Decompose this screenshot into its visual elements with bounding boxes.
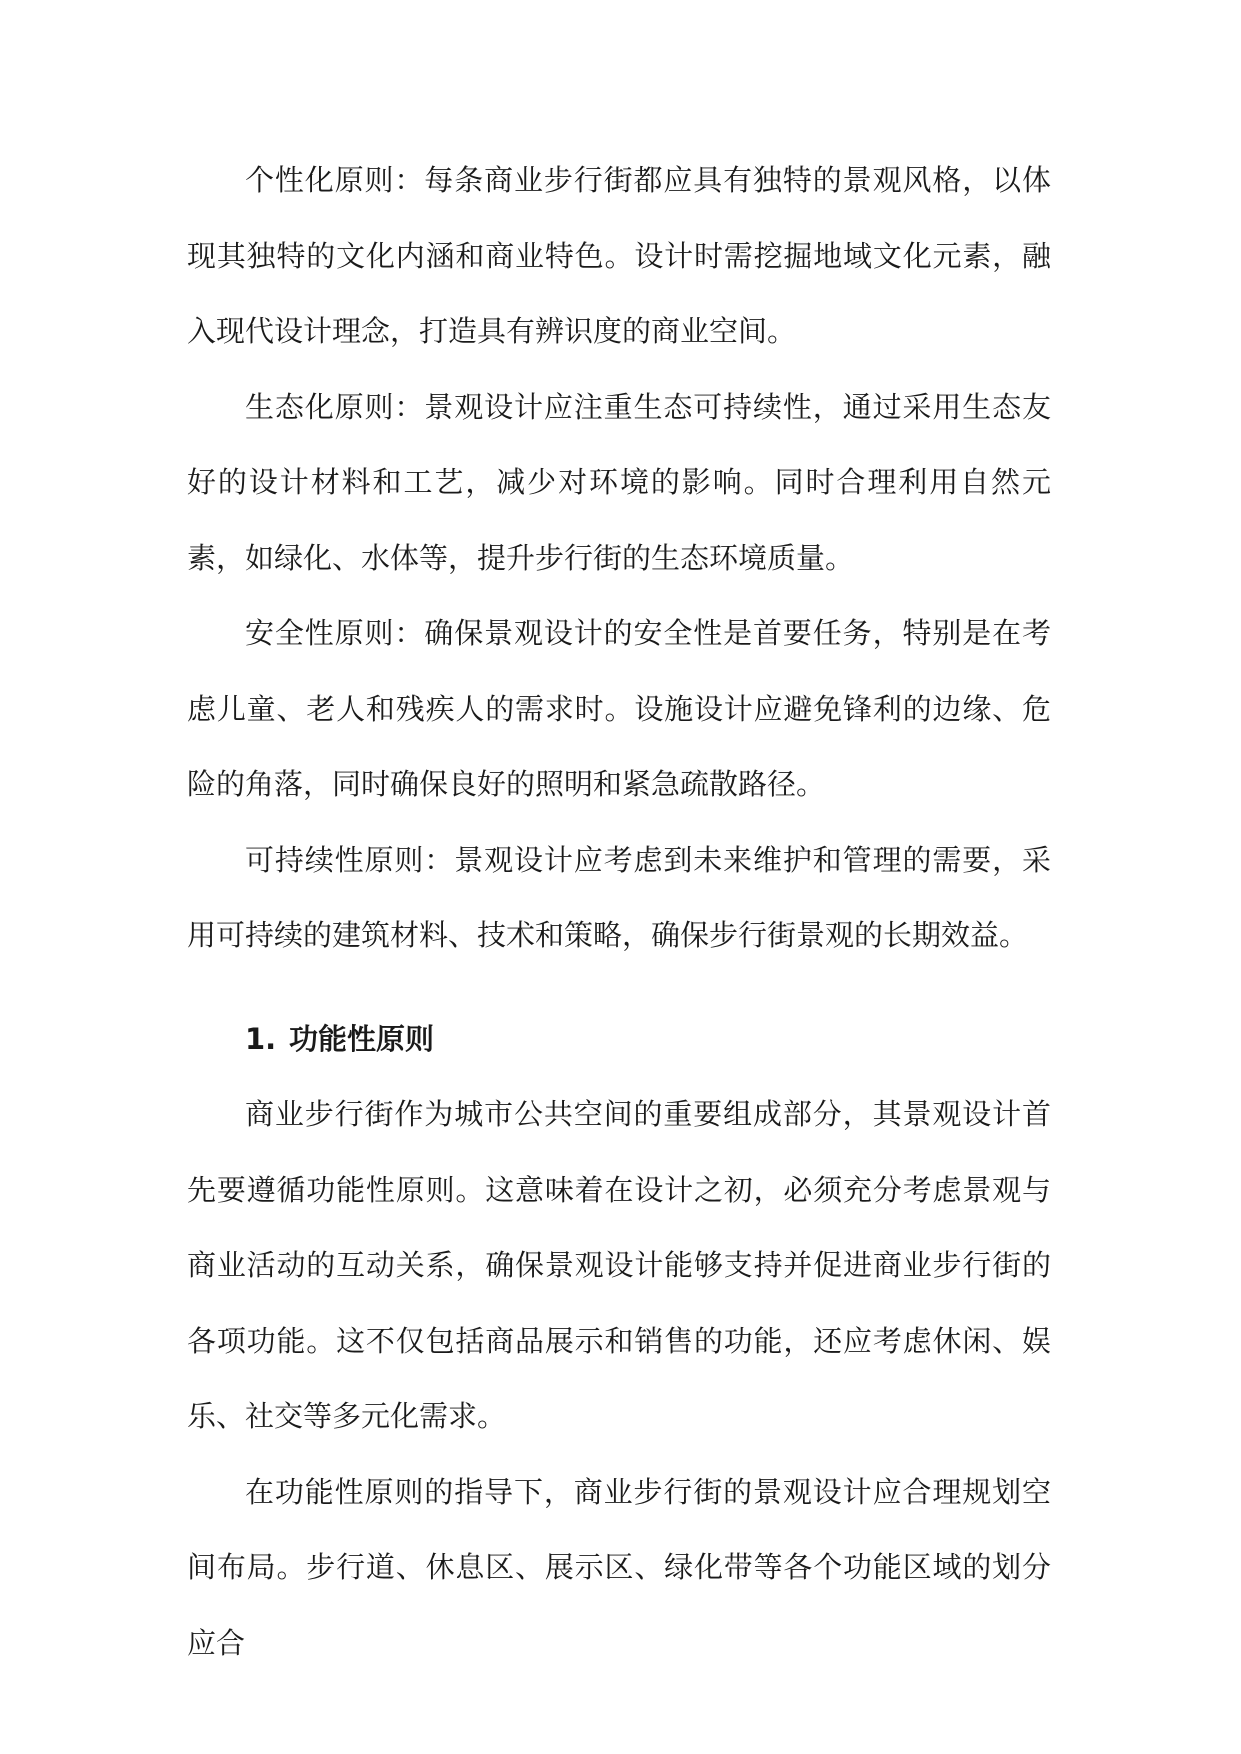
section-heading-number: 1. bbox=[245, 1021, 277, 1056]
paragraph-functional-layout: 在功能性原则的指导下，商业步行街的景观设计应合理规划空间布局。步行道、休息区、展示区、绿化带等各个功能区域的划分应合 bbox=[187, 1474, 1051, 1660]
paragraph-personalization-principle: 个性化原则：每条商业步行街都应具有独特的景观风格，以体现其独特的文化内涵和商业特色。设计时需挖掘地域文化元素，融入现代设计理念，打造具有辨识度的商业空间。 bbox=[187, 163, 1051, 348]
paragraph-functional-intro: 商业步行街作为城市公共空间的重要组成部分，其景观设计首先要遵循功能性原则。这意味着在设计之初，必须充分考虑景观与商业活动的互动关系，确保景观设计能够支持并促进商业步行街的各项功能。这不仅包括商品展示和销售的功能，还应考虑休闲、娱乐、社交等多元化需求。 bbox=[187, 1097, 1051, 1433]
section-heading-title: 功能性原则 bbox=[289, 1021, 435, 1056]
paragraph-ecological-principle: 生态化原则：景观设计应注重生态可持续性，通过采用生态友好的设计材料和工艺，减少对环境的影响。同时合理利用自然元素，如绿化、水体等，提升步行街的生态环境质量。 bbox=[187, 389, 1051, 575]
document-body bbox=[187, 143, 1051, 1681]
paragraph-sustainability-principle: 可持续性原则：景观设计应考虑到未来维护和管理的需要，采用可持续的建筑材料、技术和策略，确保步行街景观的长期效益。 bbox=[187, 842, 1051, 952]
paragraph-safety-principle: 安全性原则：确保景观设计的安全性是首要任务，特别是在考虑儿童、老人和残疾人的需求时。设施设计应避免锋利的边缘、危险的角落，同时确保良好的照明和紧急疏散路径。 bbox=[187, 616, 1051, 801]
section-heading-functional-principle bbox=[187, 1002, 1051, 1078]
